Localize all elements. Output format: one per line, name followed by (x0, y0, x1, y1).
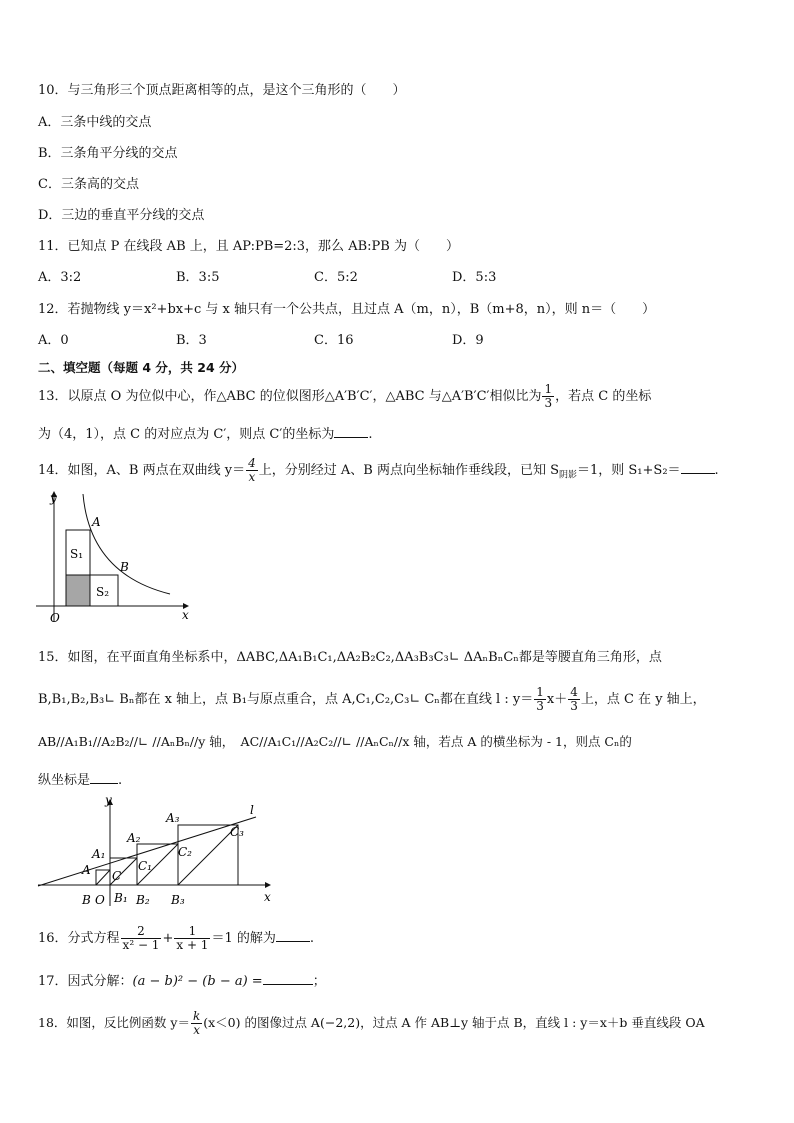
q17-line (38, 973, 326, 991)
q18-frac-num: k (192, 1009, 201, 1023)
q16-f2-den: x + 1 (176, 938, 209, 952)
q11-options (38, 269, 590, 287)
q14-label-s2: S₂ (96, 585, 110, 599)
section-title: 二、填空题（每题 4 分，共 24 分） (38, 360, 245, 375)
q14-answer-blank (681, 473, 715, 474)
q13-frac-den: 3 (544, 396, 553, 410)
q15-answer-blank (90, 783, 118, 784)
q14-label-s1: S₁ (70, 547, 84, 561)
q15-label-b: B (82, 893, 91, 907)
q15-label-b3: B₃ (171, 893, 185, 907)
q12-option-b: B．3 (176, 333, 207, 348)
q18-frac-den: x (193, 1023, 200, 1037)
q13-line2 (38, 426, 372, 444)
q14-label-y: y (50, 491, 57, 505)
q16-plus: + (162, 931, 174, 946)
q15-fraction-1 (534, 686, 546, 713)
q15-line1: 15．如图，在平面直角坐标系中，ΔABC,ΔA₁B₁C₁,ΔA₂B₂C₂,ΔA₃B₃C₃∟ ΔAₙBₙCₙ都是等腰直角三角形，点 (38, 650, 662, 665)
q14-frac-den: x (248, 470, 256, 484)
q13-text-b: ，若点 C 的坐标 (555, 389, 652, 404)
q15-label-a2: A₂ (127, 831, 141, 845)
q14-shaded-rect (66, 575, 90, 606)
q15-f1-den: 3 (536, 699, 544, 713)
q15-label-a1: A₁ (92, 847, 106, 861)
q11-option-d: D．5:3 (452, 270, 497, 285)
q15-label-c1: C₁ (138, 859, 152, 873)
q15-label-o: O (95, 893, 105, 907)
q16-f2-num: 1 (174, 925, 210, 939)
q14-figure (30, 486, 200, 628)
q16-fraction-2 (174, 925, 210, 952)
q15-label-x: x (264, 890, 271, 904)
q10-option-a: A．三条中线的交点 (38, 115, 152, 130)
q13-line1 (38, 382, 651, 412)
q16-text-a: 16．分式方程 (38, 931, 120, 946)
q15-label-a3: A₃ (166, 811, 180, 825)
q13-end: . (368, 427, 373, 442)
q14-label-b: B (120, 560, 129, 574)
q15-label-c2: C₂ (178, 845, 192, 859)
q15-f2-den: 3 (570, 699, 578, 713)
q15-line4 (38, 772, 122, 790)
q11-option-c: C．5:2 (314, 270, 358, 285)
q15-figure (34, 792, 284, 912)
q14-label-x: x (182, 608, 189, 622)
q14-frac-num: 4 (248, 456, 256, 470)
q16-line (38, 922, 314, 956)
q18-line (38, 1006, 705, 1040)
q13-text-a: 13．以原点 O 为位似中心，作△ABC 的位似图形△A′B′C′，△ABC 与△A′B′C′相似比为 (38, 389, 542, 404)
q11-option-b: B．3:5 (176, 270, 220, 285)
q13-text-c: 为（4，1），点 C 的对应点为 C′，则点 C′的坐标为 (38, 427, 335, 442)
q12-stem: 12．若抛物线 y＝x²+bx+c 与 x 轴只有一个公共点，且过点 A（m，n），B（m+8，n），则 n＝（ ） (38, 302, 656, 317)
q18-text-a: 18．如图，反比例函数 y＝ (38, 1015, 190, 1030)
q15-line3: AB//A₁B₁//A₂B₂//∟ //AₙBₙ//y 轴， AC//A₁C₁//A₂C₂//∟ //AₙCₙ//x 轴，若点 A 的横坐标为 - 1，则点 Cₙ的 (38, 734, 632, 749)
q15-label-y: y (105, 793, 112, 807)
q15-label-l: l (250, 803, 254, 817)
q18-fraction (191, 1010, 202, 1037)
q18-text-b: (x＜0) 的图像过点 A(−2,2)，过点 A 作 AB⊥y 轴于点 B，直线 l : y＝x＋b 垂直线段 OA (203, 1015, 705, 1030)
q14-hyperbola (83, 494, 170, 594)
q15-text-b: x＋ (546, 692, 568, 707)
q15-text-d: 纵坐标是 (38, 773, 91, 788)
q10-option-c: C．三条高的交点 (38, 177, 139, 192)
q16-answer-blank (276, 941, 310, 942)
q17-text-a: 17．因式分解： (38, 974, 133, 989)
q17-answer-blank (263, 984, 313, 985)
q10-stem: 10．与三角形三个顶点距离相等的点，是这个三角形的（ ） (38, 83, 406, 98)
q14-text-b: 上，分别经过 A、B 两点向坐标轴作垂线段，已知 S (258, 463, 559, 478)
q14-label-a: A (92, 515, 101, 529)
q15-diag-0 (96, 870, 110, 885)
q15-end: . (118, 773, 123, 788)
q15-fraction-2 (568, 686, 580, 713)
q12-option-d: D．9 (452, 333, 484, 348)
q10-option-b: B．三条角平分线的交点 (38, 146, 178, 161)
q12-options (38, 332, 590, 350)
q14-fraction (246, 457, 258, 484)
q10-option-d: D．三边的垂直平分线的交点 (38, 208, 205, 223)
q14-text-a: 14．如图，A、B 两点在双曲线 y＝ (38, 463, 246, 478)
q15-f1-num: 1 (536, 685, 544, 699)
q16-f1-den: x² − 1 (122, 938, 160, 952)
q13-answer-blank (334, 437, 368, 438)
q16-text-b: ＝1 的解为 (211, 931, 276, 946)
q15-text-a: B,B₁,B₂,B₃∟ Bₙ都在 x 轴上，点 B₁与原点重合，点 A,C₁,C₂,C₃∟ Cₙ都在直线 l : y＝ (38, 692, 534, 707)
q15-line2 (38, 684, 706, 716)
q15-label-b1: B₁ (114, 891, 128, 905)
q14-end: . (714, 463, 719, 478)
q13-fraction (542, 383, 554, 410)
q11-stem: 11．已知点 P 在线段 AB 上，且 AP:PB=2:3，那么 AB:PB 为（ ） (38, 239, 459, 254)
q13-frac-num: 1 (544, 382, 553, 396)
q17-expression: (a − b)² − (b − a) = (132, 974, 263, 989)
q14-label-o: O (50, 611, 60, 625)
q14-subscript: 阴影 (558, 470, 577, 481)
q15-text-c: 上，点 C 在 y 轴上， (580, 692, 706, 707)
q17-end: ； (312, 974, 326, 989)
q15-label-b2: B₂ (136, 893, 150, 907)
q15-label-a: A (82, 863, 91, 877)
q15-label-c: C (112, 869, 122, 883)
q15-f2-num: 4 (570, 685, 578, 699)
q15-label-c3: C₃ (230, 825, 244, 839)
q16-end: . (309, 931, 314, 946)
q12-option-c: C．16 (314, 333, 354, 348)
q16-f1-num: 2 (121, 925, 162, 939)
q14-text-c: ＝1，则 S₁+S₂＝ (577, 463, 681, 478)
q12-option-a: A．0 (38, 333, 69, 348)
q11-option-a: A．3:2 (38, 270, 82, 285)
q16-fraction-1 (121, 925, 162, 952)
